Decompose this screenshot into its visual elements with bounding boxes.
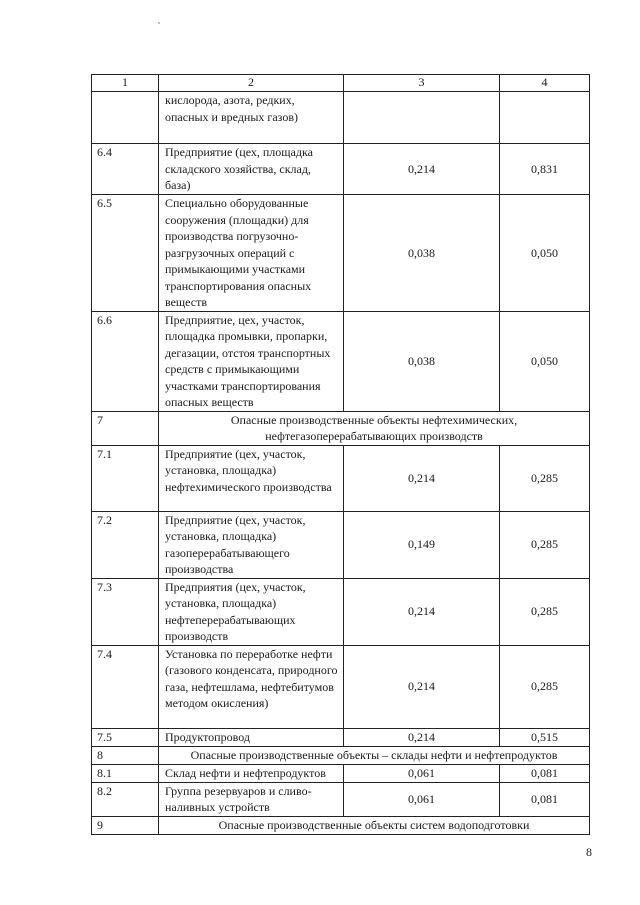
row-value-col3: 0,038 [344,311,500,411]
row-number: 8.2 [92,782,159,816]
section-title: Опасные производственные объекты – склады нефти и нефтепродуктов [159,746,590,764]
row-value-col3: 0,214 [344,445,500,511]
row-description: Установка по переработке нефти (газового конденсата, природного газа, нефтешлама, нефтебитумов методом окисления) [159,645,344,728]
row-number: 7.4 [92,645,159,728]
row-description: Предприятие, цех, участок, площадка промывки, пропарки, дегазации, отстоя транспортных средств с примыкающими участками транспортирования опасных веществ [159,311,344,411]
row-description: Предприятие (цех, площадка складского хозяйства, склад, база) [159,144,344,195]
row-number: 7.1 [92,445,159,511]
row-value-col4: 0,050 [500,311,590,411]
row-value-col4: 0,285 [500,645,590,728]
row-value-col4: 0,285 [500,578,590,645]
row-value-col3: 0,214 [344,728,500,746]
table-row [92,782,590,816]
row-description: Группа резервуаров и сливо-наливных устройств [159,782,344,816]
row-value-col3: 0,061 [344,764,500,782]
row-number [92,92,159,144]
page-number: 8 [586,845,592,859]
row-number: 6.5 [92,195,159,312]
header-col-2: 2 [159,75,344,92]
row-value-col3: 0,214 [344,578,500,645]
table-row [92,311,590,411]
row-number: 7.3 [92,578,159,645]
row-number: 7.5 [92,728,159,746]
section-number: 7 [92,411,159,445]
section-row [92,816,590,834]
row-value-col3: 0,061 [344,782,500,816]
table-row [92,92,590,144]
row-value-col3: 0,214 [344,144,500,195]
row-value-col3: 0,214 [344,645,500,728]
table-row [92,728,590,746]
row-value-col4: 0,515 [500,728,590,746]
row-number: 8.1 [92,764,159,782]
row-description: Склад нефти и нефтепродуктов [159,764,344,782]
section-title: Опасные производственные объекты нефтехимических, нефтегазоперерабатывающих производств [159,411,590,445]
row-value-col4: 0,050 [500,195,590,312]
row-number: 6.4 [92,144,159,195]
section-title: Опасные производственные объекты систем водоподготовки [159,816,590,834]
row-description: кислорода, азота, редких, опасных и вредных газов) [159,92,344,144]
section-row [92,746,590,764]
row-value-col4: 0,285 [500,511,590,578]
row-value-col4: 0,831 [500,144,590,195]
row-value-col4: 0,285 [500,445,590,511]
scan-speck [158,22,160,24]
row-number: 6.6 [92,311,159,411]
row-description: Предприятия (цех, участок, установка, площадка) нефтеперерабатывающих производств [159,578,344,645]
row-number: 7.2 [92,511,159,578]
row-value-col4: 0,081 [500,782,590,816]
table-row [92,764,590,782]
table-row [92,511,590,578]
row-value-col4 [500,92,590,144]
row-description: Предприятие (цех, участок, установка, площадка) нефтехимического производства [159,445,344,511]
header-row [92,75,590,92]
header-col-3: 3 [344,75,500,92]
section-row [92,411,590,445]
row-value-col4: 0,081 [500,764,590,782]
section-number: 8 [92,746,159,764]
table-row [92,445,590,511]
table-row [92,144,590,195]
row-description: Продуктопровод [159,728,344,746]
table-row [92,645,590,728]
data-table [91,74,590,835]
table-row [92,578,590,645]
row-description: Специально оборудованные сооружения (площадки) для производства погрузочно-разгрузочных операций с примыкающими участками транспортирования опасных веществ [159,195,344,312]
header-col-4: 4 [500,75,590,92]
table-row [92,195,590,312]
row-description: Предприятие (цех, участок, установка, площадка) газоперерабатывающего производства [159,511,344,578]
row-value-col3: 0,149 [344,511,500,578]
row-value-col3: 0,038 [344,195,500,312]
header-col-1: 1 [92,75,159,92]
row-value-col3 [344,92,500,144]
section-number: 9 [92,816,159,834]
